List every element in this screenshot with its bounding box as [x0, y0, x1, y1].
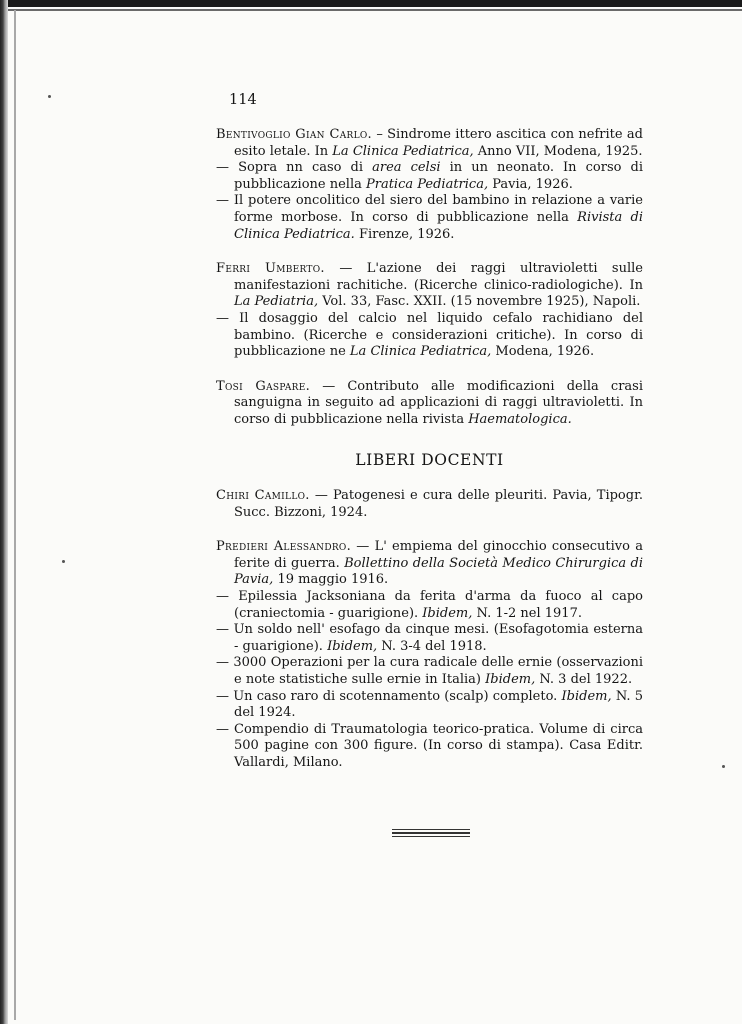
journal-title: La Clinica Pediatrica, — [349, 344, 492, 360]
entry-text: N. 3-4 del 1918. — [377, 638, 487, 654]
spacer — [216, 243, 643, 261]
entry-text: Anno VII, Modena, 1925. — [473, 143, 643, 159]
entry-text: 19 maggio 1916. — [273, 572, 389, 588]
entry-text: — Sopra nn caso di — [216, 160, 373, 176]
bibliography-entry — [216, 622, 643, 655]
entry-text: — L' empiema del ginocchio consecutivo a ferite di guerra. — [234, 539, 643, 571]
entry-text: — Patogenesi e cura delle pleuriti. Pavia, Tipogr. Succ. Bizzoni, 1924. — [234, 488, 644, 520]
author-name: Tosi Gaspare. — [216, 378, 311, 394]
journal-title: Bollettino della Società Medico Chirurgica di Pavia, — [234, 555, 644, 588]
entry-text: — Un caso raro di scotennamento (scalp) completo. — [216, 688, 562, 704]
entry-text: — Il dosaggio del calcio nel liquido cefalo rachidiano del bambino. (Ricerche e considerazioni critiche). In corso di pubblicazione ne — [216, 310, 643, 360]
scan-speck — [62, 560, 65, 563]
scan-binding-edge — [0, 0, 8, 1024]
bibliography-entry — [216, 379, 643, 429]
bibliography — [216, 127, 643, 772]
section-title: LIBERI DOCENTI — [355, 450, 504, 469]
journal-title: Ibidem, — [561, 688, 612, 704]
bibliography-entry — [216, 127, 643, 160]
end-rule — [392, 829, 470, 839]
journal-title: Rivista di Clinica Pediatrica. — [234, 209, 643, 242]
entry-text: — 3000 Operazioni per la cura radicale delle ernie (osservazioni e note statistiche sulle ernie in Italia) — [216, 655, 643, 688]
bibliography-entry — [216, 261, 643, 311]
author-name: Bentivoglio Gian Carlo. — [216, 127, 372, 142]
spacer — [216, 521, 643, 539]
bibliography-entry — [216, 589, 643, 622]
entry-text: in un neonato. In corso di pubblicazione nella — [234, 160, 643, 192]
author-name: Predieri Alessandro. — [216, 539, 352, 555]
spacer — [216, 361, 643, 379]
bibliography-entry — [216, 311, 643, 361]
entry-text: N. 3 del 1922. — [535, 672, 633, 688]
entry-text: — Un soldo nell' esofago da cinque mesi. (Esofagotomia esterna - guarigione). — [216, 622, 643, 654]
journal-title: Ibidem, — [327, 638, 378, 654]
journal-title: La Pediatria, — [234, 294, 319, 310]
entry-text: Modena, 1926. — [491, 344, 595, 360]
entry-text: — Contributo alle modificazioni della crasi sanguigna in seguito ad applicazioni di raggi ultravioletti. In corso di pubblicazione nella rivista — [234, 378, 644, 427]
journal-title: Haematologica. — [468, 411, 572, 427]
spacer — [216, 429, 643, 447]
journal-title: Pratica Pediatrica, — [365, 176, 489, 192]
scan-speck — [722, 765, 725, 768]
journal-title: La Clinica Pediatrica, — [332, 143, 474, 159]
entry-text: – Sindrome ittero ascitica con nefrite ad esito letale. In — [234, 127, 643, 159]
bibliography-entry — [216, 722, 643, 772]
journal-title: Ibidem, — [422, 605, 473, 621]
author-name: Ferri Umberto. — [216, 261, 325, 277]
entry-text: Firenze, 1926. — [354, 226, 455, 242]
bibliography-entry — [216, 488, 643, 521]
journal-title: Ibidem, — [485, 672, 536, 688]
author-name: Chiri Camillo. — [216, 488, 310, 504]
entry-text: — Il potere oncolitico del siero del bambino in relazione a varie forme morbose. In corso di pubblicazione nella — [216, 193, 643, 225]
entry-text: Pavia, 1926. — [488, 176, 573, 192]
bibliography-entry — [216, 655, 643, 688]
page-number: 114 — [229, 92, 257, 108]
entry-text: Vol. 33, Fasc. XXII. (15 novembre 1925), Napoli. — [318, 294, 641, 310]
italic-term: area celsi — [372, 160, 441, 176]
scan-speck — [48, 95, 51, 98]
entry-text: — Compendio di Traumatologia teorico-pratica. Volume di circa 500 pagine con 300 figure. (In corso di stampa). Casa Editr. Vallardi, Milano. — [216, 721, 643, 770]
bibliography-entry — [216, 160, 643, 193]
entry-text: N. 5 del 1924. — [234, 688, 643, 721]
bibliography-entry — [216, 193, 643, 243]
bibliography-entry — [216, 539, 643, 589]
scan-binding-line — [14, 10, 16, 1020]
scan-top-edge — [0, 0, 742, 7]
scan-top-edge-line — [0, 9, 742, 11]
entry-text: — Epilessia Jacksoniana da ferita d'arma da fuoco al capo (craniectomia - guarigione). — [216, 589, 643, 621]
entry-text: N. 1-2 nel 1917. — [472, 605, 582, 621]
entry-text: — L'azione dei raggi ultravioletti sulle manifestazioni rachitiche. (Ricerche clinico-radiologiche). In — [234, 261, 643, 293]
bibliography-entry — [216, 689, 643, 722]
